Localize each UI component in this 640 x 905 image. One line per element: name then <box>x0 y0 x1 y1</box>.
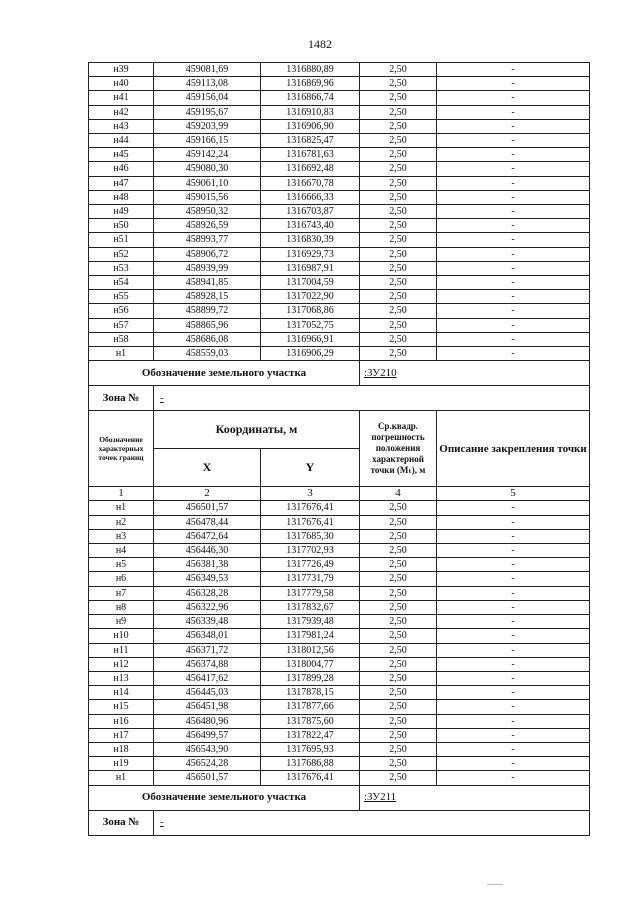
point-id-cell: н49 <box>89 205 154 219</box>
error-cell: 2,50 <box>360 77 437 91</box>
y-cell: 1317685,30 <box>261 529 360 543</box>
y-cell: 1318004,77 <box>261 657 360 671</box>
y-cell: 1317686,88 <box>261 757 360 771</box>
point-id-cell: н1 <box>89 501 154 515</box>
point-id-cell: н15 <box>89 700 154 714</box>
zone-row <box>89 386 590 411</box>
error-cell: 2,50 <box>360 148 437 162</box>
table-row <box>89 501 590 515</box>
y-cell: 1316670,78 <box>261 176 360 190</box>
point-id-cell: н8 <box>89 600 154 614</box>
description-cell: - <box>437 332 590 346</box>
description-cell: - <box>437 643 590 657</box>
error-cell: 2,50 <box>360 162 437 176</box>
header-coordinates: Координаты, м <box>154 411 360 449</box>
description-cell: - <box>437 119 590 133</box>
zone-label: Зона № <box>89 386 154 411</box>
error-cell: 2,50 <box>360 347 437 361</box>
zone-value: - <box>154 386 590 411</box>
header-row-1 <box>89 411 590 449</box>
y-cell: 1317695,93 <box>261 742 360 756</box>
zone-label: Зона № <box>89 810 154 835</box>
x-cell: 456501,57 <box>154 771 261 785</box>
x-cell: 458993,77 <box>154 233 261 247</box>
description-cell: - <box>437 501 590 515</box>
point-id-cell: н14 <box>89 686 154 700</box>
error-cell: 2,50 <box>360 657 437 671</box>
parcel-210-label-row <box>89 361 590 386</box>
point-id-cell: н6 <box>89 572 154 586</box>
table-row <box>89 742 590 756</box>
table-row <box>89 290 590 304</box>
error-cell: 2,50 <box>360 586 437 600</box>
y-cell: 1317878,15 <box>261 686 360 700</box>
point-id-cell: н17 <box>89 728 154 742</box>
x-cell: 459081,69 <box>154 63 261 77</box>
description-cell: - <box>437 105 590 119</box>
parcel-211-label-row <box>89 785 590 810</box>
description-cell: - <box>437 205 590 219</box>
error-cell: 2,50 <box>360 318 437 332</box>
point-id-cell: н16 <box>89 714 154 728</box>
description-cell: - <box>437 148 590 162</box>
column-number: 1 <box>89 487 154 501</box>
y-cell: 1317676,41 <box>261 501 360 515</box>
parcel-value: :ЗУ211 <box>360 785 590 810</box>
table-row <box>89 529 590 543</box>
point-id-cell: н11 <box>89 643 154 657</box>
description-cell: - <box>437 318 590 332</box>
y-cell: 1316906,90 <box>261 119 360 133</box>
error-cell: 2,50 <box>360 629 437 643</box>
error-cell: 2,50 <box>360 105 437 119</box>
description-cell: - <box>437 558 590 572</box>
x-cell: 456499,57 <box>154 728 261 742</box>
y-cell: 1317779,58 <box>261 586 360 600</box>
description-cell: - <box>437 714 590 728</box>
point-id-cell: н3 <box>89 529 154 543</box>
y-cell: 1317022,90 <box>261 290 360 304</box>
point-id-cell: н57 <box>89 318 154 332</box>
point-id-cell: н7 <box>89 586 154 600</box>
point-id-cell: н18 <box>89 742 154 756</box>
description-cell: - <box>437 671 590 685</box>
y-cell: 1316692,48 <box>261 162 360 176</box>
x-cell: 459203,99 <box>154 119 261 133</box>
table-row <box>89 318 590 332</box>
error-cell: 2,50 <box>360 600 437 614</box>
point-id-cell: н12 <box>89 657 154 671</box>
y-cell: 1316830,39 <box>261 233 360 247</box>
parcel-value: :ЗУ210 <box>360 361 590 386</box>
x-cell: 456501,57 <box>154 501 261 515</box>
table-row <box>89 515 590 529</box>
y-cell: 1316910,83 <box>261 105 360 119</box>
y-cell: 1316825,47 <box>261 134 360 148</box>
table-row <box>89 261 590 275</box>
y-cell: 1317822,47 <box>261 728 360 742</box>
x-cell: 459156,04 <box>154 91 261 105</box>
description-cell: - <box>437 91 590 105</box>
y-cell: 1316966,91 <box>261 332 360 346</box>
column-number: 2 <box>154 487 261 501</box>
description-cell: - <box>437 261 590 275</box>
x-cell: 458906,72 <box>154 247 261 261</box>
header-y: Y <box>261 449 360 487</box>
point-id-cell: н44 <box>89 134 154 148</box>
y-cell: 1317676,41 <box>261 771 360 785</box>
header-point-designation: Обозначение характерных точек границ <box>89 411 154 487</box>
table-row <box>89 134 590 148</box>
y-cell: 1316781,63 <box>261 148 360 162</box>
table-row <box>89 276 590 290</box>
page-number: 1482 <box>308 37 332 51</box>
column-number: 4 <box>360 487 437 501</box>
point-id-cell: н42 <box>89 105 154 119</box>
table-row <box>89 105 590 119</box>
y-cell: 1317877,66 <box>261 700 360 714</box>
y-cell: 1316703,87 <box>261 205 360 219</box>
point-id-cell: н55 <box>89 290 154 304</box>
error-cell: 2,50 <box>360 219 437 233</box>
description-cell: - <box>437 176 590 190</box>
table-row <box>89 332 590 346</box>
description-cell: - <box>437 757 590 771</box>
x-cell: 456371,72 <box>154 643 261 657</box>
y-cell: 1316906,29 <box>261 347 360 361</box>
description-cell: - <box>437 728 590 742</box>
error-cell: 2,50 <box>360 91 437 105</box>
x-cell: 459113,08 <box>154 77 261 91</box>
table-row <box>89 77 590 91</box>
error-cell: 2,50 <box>360 190 437 204</box>
point-id-cell: н13 <box>89 671 154 685</box>
point-id-cell: н46 <box>89 162 154 176</box>
table-row <box>89 629 590 643</box>
x-cell: 456478,44 <box>154 515 261 529</box>
description-cell: - <box>437 742 590 756</box>
error-cell: 2,50 <box>360 714 437 728</box>
description-cell: - <box>437 233 590 247</box>
error-cell: 2,50 <box>360 686 437 700</box>
table-row <box>89 544 590 558</box>
column-number: 5 <box>437 487 590 501</box>
parcel-211-points <box>89 501 590 785</box>
point-id-cell: н2 <box>89 515 154 529</box>
description-cell: - <box>437 572 590 586</box>
description-cell: - <box>437 304 590 318</box>
error-cell: 2,50 <box>360 501 437 515</box>
error-cell: 2,50 <box>360 247 437 261</box>
description-cell: - <box>437 190 590 204</box>
y-cell: 1317899,28 <box>261 671 360 685</box>
x-cell: 456445,03 <box>154 686 261 700</box>
table-row <box>89 657 590 671</box>
point-id-cell: н51 <box>89 233 154 247</box>
x-cell: 456348,01 <box>154 629 261 643</box>
y-cell: 1318012,56 <box>261 643 360 657</box>
x-cell: 458899,72 <box>154 304 261 318</box>
x-cell: 459195,67 <box>154 105 261 119</box>
description-cell: - <box>437 771 590 785</box>
table-row <box>89 233 590 247</box>
error-cell: 2,50 <box>360 261 437 275</box>
y-cell: 1317875,60 <box>261 714 360 728</box>
table-row <box>89 119 590 133</box>
x-cell: 458950,32 <box>154 205 261 219</box>
x-cell: 458926,59 <box>154 219 261 233</box>
point-id-cell: н1 <box>89 771 154 785</box>
y-cell: 1317702,93 <box>261 544 360 558</box>
description-cell: - <box>437 515 590 529</box>
table-row <box>89 643 590 657</box>
error-cell: 2,50 <box>360 276 437 290</box>
error-cell: 2,50 <box>360 233 437 247</box>
y-cell: 1317068,86 <box>261 304 360 318</box>
y-cell: 1317731,79 <box>261 572 360 586</box>
table-row <box>89 714 590 728</box>
x-cell: 459166,15 <box>154 134 261 148</box>
error-cell: 2,50 <box>360 304 437 318</box>
column-number: 3 <box>261 487 360 501</box>
x-cell: 456322,96 <box>154 600 261 614</box>
table-row <box>89 728 590 742</box>
point-id-cell: н1 <box>89 347 154 361</box>
x-cell: 456472,64 <box>154 529 261 543</box>
table-row <box>89 671 590 685</box>
table-row <box>89 686 590 700</box>
description-cell: - <box>437 247 590 261</box>
error-cell: 2,50 <box>360 205 437 219</box>
error-cell: 2,50 <box>360 742 437 756</box>
description-cell: - <box>437 629 590 643</box>
y-cell: 1317052,75 <box>261 318 360 332</box>
coordinates-table <box>88 62 590 836</box>
y-cell: 1316880,89 <box>261 63 360 77</box>
description-cell: - <box>437 529 590 543</box>
description-cell: - <box>437 544 590 558</box>
y-cell: 1317981,24 <box>261 629 360 643</box>
x-cell: 458941,85 <box>154 276 261 290</box>
table-row <box>89 558 590 572</box>
description-cell: - <box>437 290 590 304</box>
x-cell: 458928,15 <box>154 290 261 304</box>
error-cell: 2,50 <box>360 544 437 558</box>
point-id-cell: н19 <box>89 757 154 771</box>
description-cell: - <box>437 276 590 290</box>
description-cell: - <box>437 219 590 233</box>
x-cell: 456349,53 <box>154 572 261 586</box>
x-cell: 459142,24 <box>154 148 261 162</box>
parcel-210-points <box>89 63 590 361</box>
table-row <box>89 600 590 614</box>
x-cell: 456446,30 <box>154 544 261 558</box>
header-error: Ср.квадр. погрешность положения характерной точки (Мₜ), м <box>360 411 437 487</box>
error-cell: 2,50 <box>360 700 437 714</box>
error-cell: 2,50 <box>360 572 437 586</box>
point-id-cell: н5 <box>89 558 154 572</box>
y-cell: 1317004,59 <box>261 276 360 290</box>
point-id-cell: н56 <box>89 304 154 318</box>
error-cell: 2,50 <box>360 728 437 742</box>
y-cell: 1317726,49 <box>261 558 360 572</box>
description-cell: - <box>437 162 590 176</box>
point-id-cell: н45 <box>89 148 154 162</box>
point-id-cell: н4 <box>89 544 154 558</box>
y-cell: 1317832,67 <box>261 600 360 614</box>
point-id-cell: н53 <box>89 261 154 275</box>
table-row <box>89 304 590 318</box>
table-row <box>89 176 590 190</box>
parcel-label: Обозначение земельного участка <box>89 785 360 810</box>
table-row <box>89 247 590 261</box>
y-cell: 1316866,74 <box>261 91 360 105</box>
error-cell: 2,50 <box>360 119 437 133</box>
x-cell: 456381,38 <box>154 558 261 572</box>
description-cell: - <box>437 657 590 671</box>
table-row <box>89 700 590 714</box>
point-id-cell: н10 <box>89 629 154 643</box>
table-row <box>89 572 590 586</box>
error-cell: 2,50 <box>360 290 437 304</box>
error-cell: 2,50 <box>360 615 437 629</box>
point-id-cell: н43 <box>89 119 154 133</box>
x-cell: 456374,88 <box>154 657 261 671</box>
x-cell: 459015,56 <box>154 190 261 204</box>
table-row <box>89 205 590 219</box>
x-cell: 456339,48 <box>154 615 261 629</box>
x-cell: 456543,90 <box>154 742 261 756</box>
x-cell: 459061,10 <box>154 176 261 190</box>
table-row <box>89 347 590 361</box>
x-cell: 458686,08 <box>154 332 261 346</box>
table-row <box>89 148 590 162</box>
x-cell: 456328,28 <box>154 586 261 600</box>
table-row <box>89 615 590 629</box>
y-cell: 1317939,48 <box>261 615 360 629</box>
description-cell: - <box>437 77 590 91</box>
description-cell: - <box>437 586 590 600</box>
description-cell: - <box>437 63 590 77</box>
y-cell: 1316987,91 <box>261 261 360 275</box>
description-cell: - <box>437 347 590 361</box>
point-id-cell: н39 <box>89 63 154 77</box>
table-row <box>89 757 590 771</box>
error-cell: 2,50 <box>360 558 437 572</box>
point-id-cell: н40 <box>89 77 154 91</box>
y-cell: 1317676,41 <box>261 515 360 529</box>
zone-value: - <box>154 810 590 835</box>
x-cell: 458559,03 <box>154 347 261 361</box>
table-row <box>89 190 590 204</box>
x-cell: 456480,96 <box>154 714 261 728</box>
y-cell: 1316666,33 <box>261 190 360 204</box>
table-row <box>89 219 590 233</box>
table-row <box>89 162 590 176</box>
error-cell: 2,50 <box>360 332 437 346</box>
x-cell: 456524,28 <box>154 757 261 771</box>
error-cell: 2,50 <box>360 134 437 148</box>
x-cell: 456451,98 <box>154 700 261 714</box>
point-id-cell: н54 <box>89 276 154 290</box>
error-cell: 2,50 <box>360 643 437 657</box>
x-cell: 458865,96 <box>154 318 261 332</box>
table-row <box>89 586 590 600</box>
point-id-cell: н50 <box>89 219 154 233</box>
error-cell: 2,50 <box>360 515 437 529</box>
column-numbers-row <box>89 487 590 501</box>
error-cell: 2,50 <box>360 63 437 77</box>
description-cell: - <box>437 700 590 714</box>
header-description: Описание закрепления точки <box>437 411 590 487</box>
zone-row <box>89 810 590 835</box>
parcel-label: Обозначение земельного участка <box>89 361 360 386</box>
y-cell: 1316743,40 <box>261 219 360 233</box>
table-row <box>89 91 590 105</box>
y-cell: 1316869,96 <box>261 77 360 91</box>
error-cell: 2,50 <box>360 671 437 685</box>
point-id-cell: н52 <box>89 247 154 261</box>
header-x: X <box>154 449 261 487</box>
error-cell: 2,50 <box>360 529 437 543</box>
x-cell: 456417,62 <box>154 671 261 685</box>
description-cell: - <box>437 615 590 629</box>
point-id-cell: н41 <box>89 91 154 105</box>
table-row <box>89 63 590 77</box>
error-cell: 2,50 <box>360 771 437 785</box>
scan-mark <box>487 884 503 885</box>
error-cell: 2,50 <box>360 757 437 771</box>
description-cell: - <box>437 600 590 614</box>
error-cell: 2,50 <box>360 176 437 190</box>
table-row <box>89 771 590 785</box>
description-cell: - <box>437 134 590 148</box>
point-id-cell: н9 <box>89 615 154 629</box>
y-cell: 1316929,73 <box>261 247 360 261</box>
x-cell: 458939,99 <box>154 261 261 275</box>
point-id-cell: н58 <box>89 332 154 346</box>
x-cell: 459080,30 <box>154 162 261 176</box>
description-cell: - <box>437 686 590 700</box>
point-id-cell: н47 <box>89 176 154 190</box>
point-id-cell: н48 <box>89 190 154 204</box>
